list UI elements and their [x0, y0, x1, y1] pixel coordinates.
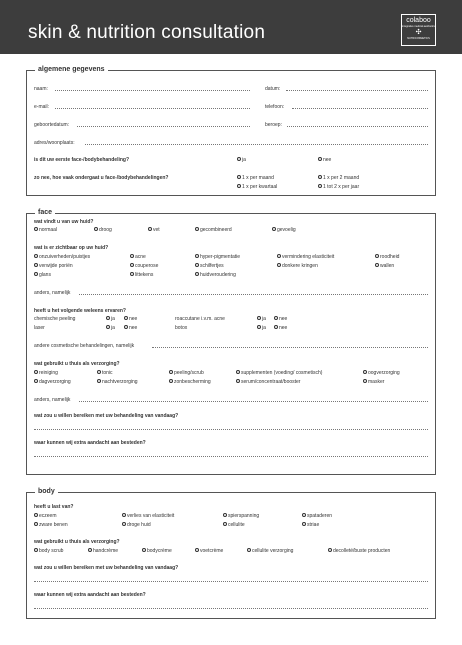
checkbox-icon [363, 379, 367, 383]
adres-label: adres/woonplaats: [34, 140, 75, 146]
skin-option-vet[interactable]: vet [148, 227, 160, 233]
radio-icon [106, 316, 110, 320]
care-option-1[interactable]: reiniging [34, 370, 58, 376]
body-section-title: body [35, 487, 58, 497]
care-option-9[interactable]: serum/concentraat/booster [236, 379, 300, 385]
checkbox-icon [247, 548, 251, 552]
checkbox-icon [195, 548, 199, 552]
skin-option-gevoelig[interactable]: gevoelig [272, 227, 296, 233]
logo-mark-icon: ✣ [415, 29, 422, 36]
issue-option-5[interactable]: zware benen [34, 522, 68, 528]
treat-right-2-ja[interactable]: ja [257, 325, 266, 331]
general-section [26, 66, 436, 196]
treat-left-1: chemische peeling [34, 316, 76, 322]
checkbox-icon [277, 263, 281, 267]
checkbox-icon [236, 370, 240, 374]
checkbox-icon [375, 263, 379, 267]
radio-icon [318, 157, 322, 161]
checkbox-icon [34, 522, 38, 526]
issue-option-1[interactable]: eczeem [34, 513, 57, 519]
body-care-option-4[interactable]: voetcrème [195, 548, 223, 554]
logo-subtitle-2: NUTRICOSMETICS [407, 37, 430, 40]
radio-icon [257, 316, 261, 320]
checkbox-icon [169, 379, 173, 383]
face-goal-field[interactable] [34, 429, 428, 430]
issue-option-6[interactable]: droge huid [122, 522, 151, 528]
radio-icon [237, 175, 241, 179]
body-care-option-6[interactable]: decolleté/buste producten [328, 548, 390, 554]
radio-icon [94, 227, 98, 231]
skin-option-gecombineerd[interactable]: gecombineerd [195, 227, 232, 233]
care-option-5[interactable]: oogverzorging [363, 370, 400, 376]
checkbox-icon [122, 513, 126, 517]
issue-option-4[interactable]: spataderen [302, 513, 332, 519]
radio-icon [274, 316, 278, 320]
treat-right-1-ja[interactable]: ja [257, 316, 266, 322]
geboortedatum-field[interactable] [77, 126, 250, 127]
datum-field[interactable] [286, 90, 428, 91]
naam-label: naam: [34, 86, 48, 92]
checkbox-icon [34, 272, 38, 276]
treat-right-1-nee[interactable]: nee [274, 316, 287, 322]
checkbox-icon [277, 254, 281, 258]
treat-left-2-nee[interactable]: nee [124, 325, 137, 331]
face-section-title: face [35, 208, 55, 218]
body-attention-question: waar kunnen wij extra aandacht aan besteden? [34, 592, 146, 598]
face-section [26, 209, 436, 475]
issue-option-2[interactable]: verlies van elasticiteit [122, 513, 174, 519]
checkbox-icon [130, 263, 134, 267]
radio-icon [124, 325, 128, 329]
logo-name: colaboo [406, 17, 431, 24]
first-treatment-question: is dit uw eerste face-/bodybehandeling? [34, 157, 130, 163]
visible-option-13[interactable]: huidveroudering [195, 272, 236, 278]
visible-option-9[interactable]: donkere kringen [277, 263, 318, 269]
visible-option-10[interactable]: wallen [375, 263, 394, 269]
checkbox-icon [195, 263, 199, 267]
body-attention-field[interactable] [34, 608, 428, 609]
other-field-2[interactable] [152, 347, 428, 348]
checkbox-icon [34, 370, 38, 374]
treat-left-1-nee[interactable]: nee [124, 316, 137, 322]
issues-question: heeft u last van? [34, 504, 74, 510]
email-field[interactable] [55, 108, 250, 109]
logo-subtitle: integrative medical aesthetics [402, 25, 435, 28]
skin-question: wat vindt u van uw huid? [34, 219, 94, 225]
visible-option-4[interactable]: vermindering elasticiteit [277, 254, 334, 260]
adres-field[interactable] [85, 144, 428, 145]
body-section [26, 488, 436, 619]
checkbox-icon [130, 272, 134, 276]
email-label: e-mail: [34, 104, 50, 110]
body-care-option-3[interactable]: bodycrème [142, 548, 172, 554]
geboortedatum-label: geboortedatum: [34, 122, 70, 128]
face-attention-field[interactable] [34, 456, 428, 457]
datum-label: datum: [265, 86, 281, 92]
first-option-nee[interactable]: nee [318, 157, 331, 163]
freq-option-1[interactable]: 1 x per maand [237, 175, 274, 181]
first-option-ja[interactable]: ja [237, 157, 246, 163]
beroep-field[interactable] [287, 126, 428, 127]
radio-icon [272, 227, 276, 231]
skin-option-normaal[interactable]: normaal [34, 227, 57, 233]
radio-icon [237, 184, 241, 188]
checkbox-icon [236, 379, 240, 383]
radio-icon [124, 316, 128, 320]
checkbox-icon [328, 548, 332, 552]
care-option-8[interactable]: zonbescherming [169, 379, 211, 385]
checkbox-icon [34, 548, 38, 552]
care-option-4[interactable]: supplementen (voeding/ cosmetisch) [236, 370, 322, 376]
visible-option-1[interactable]: onzuiverheden/puistjes [34, 254, 90, 260]
body-goal-question: wat zou u willen bereiken met uw behandeling van vandaag? [34, 565, 179, 571]
frequency-question: zo nee, hoe vaak ondergaat u face-/bodybehandelingen? [34, 175, 169, 181]
care-option-2[interactable]: tonic [97, 370, 113, 376]
radio-icon [274, 325, 278, 329]
checkbox-icon [375, 254, 379, 258]
general-section-title: algemene gegevens [35, 65, 108, 75]
radio-icon [257, 325, 261, 329]
checkbox-icon [363, 370, 367, 374]
care-option-10[interactable]: masker [363, 379, 384, 385]
body-care-option-1[interactable]: body scrub [34, 548, 63, 554]
checkbox-icon [122, 522, 126, 526]
care-option-6[interactable]: dagverzorging [34, 379, 71, 385]
radio-icon [106, 325, 110, 329]
checkbox-icon [34, 513, 38, 517]
checkbox-icon [34, 379, 38, 383]
visible-option-8[interactable]: schilfertjes [195, 263, 224, 269]
care-option-7[interactable]: nachtverzorging [97, 379, 138, 385]
checkbox-icon [130, 254, 134, 258]
radio-icon [195, 227, 199, 231]
checkbox-icon [97, 370, 101, 374]
visible-option-2[interactable]: acne [130, 254, 146, 260]
radio-icon [34, 227, 38, 231]
checkbox-icon [34, 263, 38, 267]
treat-right-2: botox [175, 325, 188, 331]
treat-right-1: roaccutane i.v.m. acne [175, 316, 225, 322]
other-label-2: andere cosmetische behandelingen, namelijk [34, 343, 135, 349]
radio-icon [237, 157, 241, 161]
brand-logo [401, 14, 436, 46]
face-goal-question: wat zou u willen bereiken met uw behandeling van vandaag? [34, 413, 179, 419]
other-field-3[interactable] [79, 401, 428, 402]
face-attention-question: waar kunnen wij extra aandacht aan besteden? [34, 440, 146, 446]
body-care-option-5[interactable]: cellulite verzorging [247, 548, 293, 554]
checkbox-icon [223, 513, 227, 517]
visible-option-6[interactable]: verwijde poriën [34, 263, 73, 269]
treat-left-2: laser [34, 325, 45, 331]
visible-option-5[interactable]: roodheid [375, 254, 399, 260]
telefoon-label: telefoon: [265, 104, 285, 110]
checkbox-icon [88, 548, 92, 552]
checkbox-icon [195, 272, 199, 276]
skin-option-droog[interactable]: droog [94, 227, 112, 233]
visible-option-12[interactable]: littekens [130, 272, 153, 278]
checkbox-icon [223, 522, 227, 526]
other-label-1: anders, namelijk [34, 290, 71, 296]
body-care-option-2[interactable]: handcrème [88, 548, 118, 554]
freq-option-3[interactable]: 1 x per kwartaal [237, 184, 277, 190]
treat-left-2-ja[interactable]: ja [106, 325, 115, 331]
body-care-question: wat gebruikt u thuis als verzorging? [34, 539, 120, 545]
issue-option-3[interactable]: spierspanning [223, 513, 259, 519]
naam-field[interactable] [55, 90, 250, 91]
body-goal-field[interactable] [34, 581, 428, 582]
visible-option-3[interactable]: hyper-pigmentatie [195, 254, 240, 260]
visible-option-11[interactable]: glans [34, 272, 51, 278]
radio-icon [318, 184, 322, 188]
care-option-3[interactable]: peeling/scrub [169, 370, 204, 376]
freq-option-4[interactable]: 1 tot 2 x per jaar [318, 184, 359, 190]
visible-question: wat is er zichtbaar op uw huid? [34, 245, 109, 251]
other-field-1[interactable] [79, 294, 428, 295]
treat-right-2-nee[interactable]: nee [274, 325, 287, 331]
checkbox-icon [142, 548, 146, 552]
treatment-question: heeft u het volgende weleens ervaren? [34, 308, 126, 314]
beroep-label: beroep: [265, 122, 282, 128]
care-question: wat gebruikt u thuis als verzorging? [34, 361, 120, 367]
treat-left-1-ja[interactable]: ja [106, 316, 115, 322]
freq-option-2[interactable]: 1 x per 2 maand [318, 175, 359, 181]
checkbox-icon [302, 522, 306, 526]
other-label-3: anders, namelijk [34, 397, 71, 403]
checkbox-icon [195, 254, 199, 258]
checkbox-icon [97, 379, 101, 383]
radio-icon [318, 175, 322, 179]
issue-option-7[interactable]: cellulite [223, 522, 245, 528]
checkbox-icon [34, 254, 38, 258]
checkbox-icon [169, 370, 173, 374]
radio-icon [148, 227, 152, 231]
page-title: skin & nutrition consultation [28, 22, 266, 43]
checkbox-icon [302, 513, 306, 517]
visible-option-7[interactable]: couperose [130, 263, 158, 269]
header-bar [0, 0, 462, 54]
telefoon-field[interactable] [292, 108, 428, 109]
issue-option-8[interactable]: striae [302, 522, 319, 528]
